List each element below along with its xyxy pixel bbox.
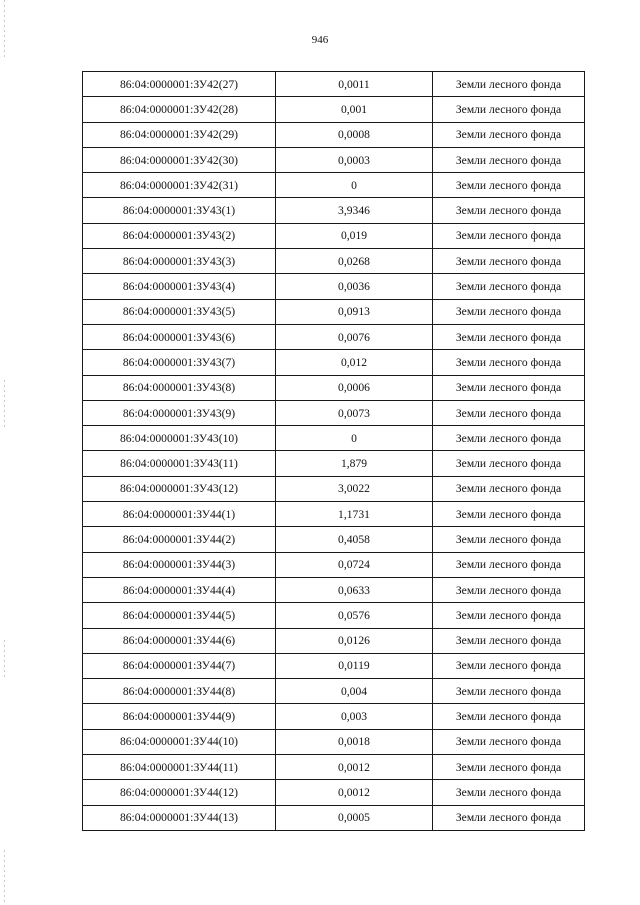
land-category-cell: Земли лесного фонда <box>433 299 585 324</box>
land-category-cell: Земли лесного фонда <box>433 97 585 122</box>
plot-id-cell: 86:04:0000001:ЗУ44(2) <box>83 527 276 552</box>
plot-id-cell: 86:04:0000001:ЗУ42(29) <box>83 122 276 147</box>
area-cell: 0,0011 <box>276 72 433 97</box>
plot-id-cell: 86:04:0000001:ЗУ43(8) <box>83 375 276 400</box>
plot-id-cell: 86:04:0000001:ЗУ44(9) <box>83 704 276 729</box>
land-category-cell: Земли лесного фонда <box>433 476 585 501</box>
area-cell: 0,0119 <box>276 653 433 678</box>
land-category-cell: Земли лесного фонда <box>433 679 585 704</box>
table-row <box>83 274 585 299</box>
land-category-cell: Земли лесного фонда <box>433 780 585 805</box>
land-category-cell: Земли лесного фонда <box>433 147 585 172</box>
area-cell: 0,0913 <box>276 299 433 324</box>
scan-margin-mark <box>4 640 5 680</box>
table-row <box>83 653 585 678</box>
plot-id-cell: 86:04:0000001:ЗУ43(5) <box>83 299 276 324</box>
area-cell: 0 <box>276 426 433 451</box>
plot-id-cell: 86:04:0000001:ЗУ43(4) <box>83 274 276 299</box>
plot-id-cell: 86:04:0000001:ЗУ43(7) <box>83 350 276 375</box>
plot-id-cell: 86:04:0000001:ЗУ44(4) <box>83 577 276 602</box>
land-category-cell: Земли лесного фонда <box>433 527 585 552</box>
land-category-cell: Земли лесного фонда <box>433 274 585 299</box>
plot-id-cell: 86:04:0000001:ЗУ43(6) <box>83 324 276 349</box>
plot-id-cell: 86:04:0000001:ЗУ44(5) <box>83 603 276 628</box>
plot-id-cell: 86:04:0000001:ЗУ42(31) <box>83 173 276 198</box>
plot-id-cell: 86:04:0000001:ЗУ43(11) <box>83 451 276 476</box>
plot-id-cell: 86:04:0000001:ЗУ42(30) <box>83 147 276 172</box>
area-cell: 0,0126 <box>276 628 433 653</box>
plot-id-cell: 86:04:0000001:ЗУ43(1) <box>83 198 276 223</box>
table-row <box>83 97 585 122</box>
table-row <box>83 198 585 223</box>
table-row <box>83 122 585 147</box>
area-cell: 1,879 <box>276 451 433 476</box>
table-row <box>83 729 585 754</box>
area-cell: 1,1731 <box>276 502 433 527</box>
plot-id-cell: 86:04:0000001:ЗУ44(8) <box>83 679 276 704</box>
area-cell: 3,9346 <box>276 198 433 223</box>
land-category-cell: Земли лесного фонда <box>433 122 585 147</box>
table-row <box>83 603 585 628</box>
plot-id-cell: 86:04:0000001:ЗУ44(6) <box>83 628 276 653</box>
land-category-cell: Земли лесного фонда <box>433 173 585 198</box>
area-cell: 3,0022 <box>276 476 433 501</box>
land-category-cell: Земли лесного фонда <box>433 72 585 97</box>
table-row <box>83 375 585 400</box>
area-cell: 0,003 <box>276 704 433 729</box>
area-cell: 0 <box>276 173 433 198</box>
area-cell: 0,0006 <box>276 375 433 400</box>
plot-id-cell: 86:04:0000001:ЗУ43(3) <box>83 249 276 274</box>
land-category-cell: Земли лесного фонда <box>433 350 585 375</box>
table-row <box>83 704 585 729</box>
land-category-cell: Земли лесного фонда <box>433 704 585 729</box>
land-category-cell: Земли лесного фонда <box>433 324 585 349</box>
table-row <box>83 527 585 552</box>
area-cell: 0,0003 <box>276 147 433 172</box>
land-category-cell: Земли лесного фонда <box>433 805 585 830</box>
area-cell: 0,019 <box>276 223 433 248</box>
table-row <box>83 679 585 704</box>
table-row <box>83 451 585 476</box>
area-cell: 0,001 <box>276 97 433 122</box>
table-row <box>83 72 585 97</box>
table-row <box>83 552 585 577</box>
area-cell: 0,0724 <box>276 552 433 577</box>
table-row <box>83 755 585 780</box>
land-category-cell: Земли лесного фонда <box>433 223 585 248</box>
table-body <box>83 72 585 831</box>
land-category-cell: Земли лесного фонда <box>433 755 585 780</box>
area-cell: 0,0268 <box>276 249 433 274</box>
table-row <box>83 805 585 830</box>
land-category-cell: Земли лесного фонда <box>433 400 585 425</box>
table-row <box>83 628 585 653</box>
land-category-cell: Земли лесного фонда <box>433 249 585 274</box>
table-row <box>83 173 585 198</box>
area-cell: 0,0036 <box>276 274 433 299</box>
table-row <box>83 324 585 349</box>
land-category-cell: Земли лесного фонда <box>433 451 585 476</box>
plot-id-cell: 86:04:0000001:ЗУ44(7) <box>83 653 276 678</box>
area-cell: 0,0012 <box>276 780 433 805</box>
land-category-cell: Земли лесного фонда <box>433 628 585 653</box>
land-category-cell: Земли лесного фонда <box>433 577 585 602</box>
plot-id-cell: 86:04:0000001:ЗУ44(11) <box>83 755 276 780</box>
plot-id-cell: 86:04:0000001:ЗУ44(1) <box>83 502 276 527</box>
plot-id-cell: 86:04:0000001:ЗУ43(9) <box>83 400 276 425</box>
land-category-cell: Земли лесного фонда <box>433 502 585 527</box>
table-row <box>83 780 585 805</box>
area-cell: 0,004 <box>276 679 433 704</box>
plot-id-cell: 86:04:0000001:ЗУ44(10) <box>83 729 276 754</box>
land-category-cell: Земли лесного фонда <box>433 375 585 400</box>
land-category-cell: Земли лесного фонда <box>433 552 585 577</box>
plot-id-cell: 86:04:0000001:ЗУ43(12) <box>83 476 276 501</box>
plot-id-cell: 86:04:0000001:ЗУ43(10) <box>83 426 276 451</box>
scan-margin-mark <box>4 380 5 430</box>
table-row <box>83 502 585 527</box>
plot-id-cell: 86:04:0000001:ЗУ44(12) <box>83 780 276 805</box>
page-number: 946 <box>311 34 329 46</box>
table-row <box>83 577 585 602</box>
table-row <box>83 249 585 274</box>
land-category-cell: Земли лесного фонда <box>433 198 585 223</box>
area-cell: 0,0076 <box>276 324 433 349</box>
area-cell: 0,0018 <box>276 729 433 754</box>
plot-id-cell: 86:04:0000001:ЗУ44(13) <box>83 805 276 830</box>
land-category-cell: Земли лесного фонда <box>433 653 585 678</box>
table-row <box>83 350 585 375</box>
table-row <box>83 299 585 324</box>
scan-margin-mark <box>4 850 5 905</box>
area-cell: 0,0576 <box>276 603 433 628</box>
area-cell: 0,0633 <box>276 577 433 602</box>
table-row <box>83 426 585 451</box>
plot-id-cell: 86:04:0000001:ЗУ42(27) <box>83 72 276 97</box>
table-row <box>83 223 585 248</box>
table-row <box>83 476 585 501</box>
land-category-cell: Земли лесного фонда <box>433 603 585 628</box>
area-cell: 0,0005 <box>276 805 433 830</box>
land-plots-table <box>82 71 585 831</box>
area-cell: 0,012 <box>276 350 433 375</box>
table-row <box>83 147 585 172</box>
scan-margin-mark <box>4 0 5 60</box>
area-cell: 0,0008 <box>276 122 433 147</box>
plot-id-cell: 86:04:0000001:ЗУ43(2) <box>83 223 276 248</box>
plot-id-cell: 86:04:0000001:ЗУ44(3) <box>83 552 276 577</box>
area-cell: 0,4058 <box>276 527 433 552</box>
area-cell: 0,0012 <box>276 755 433 780</box>
table-row <box>83 400 585 425</box>
plot-id-cell: 86:04:0000001:ЗУ42(28) <box>83 97 276 122</box>
land-category-cell: Земли лесного фонда <box>433 426 585 451</box>
area-cell: 0,0073 <box>276 400 433 425</box>
land-category-cell: Земли лесного фонда <box>433 729 585 754</box>
